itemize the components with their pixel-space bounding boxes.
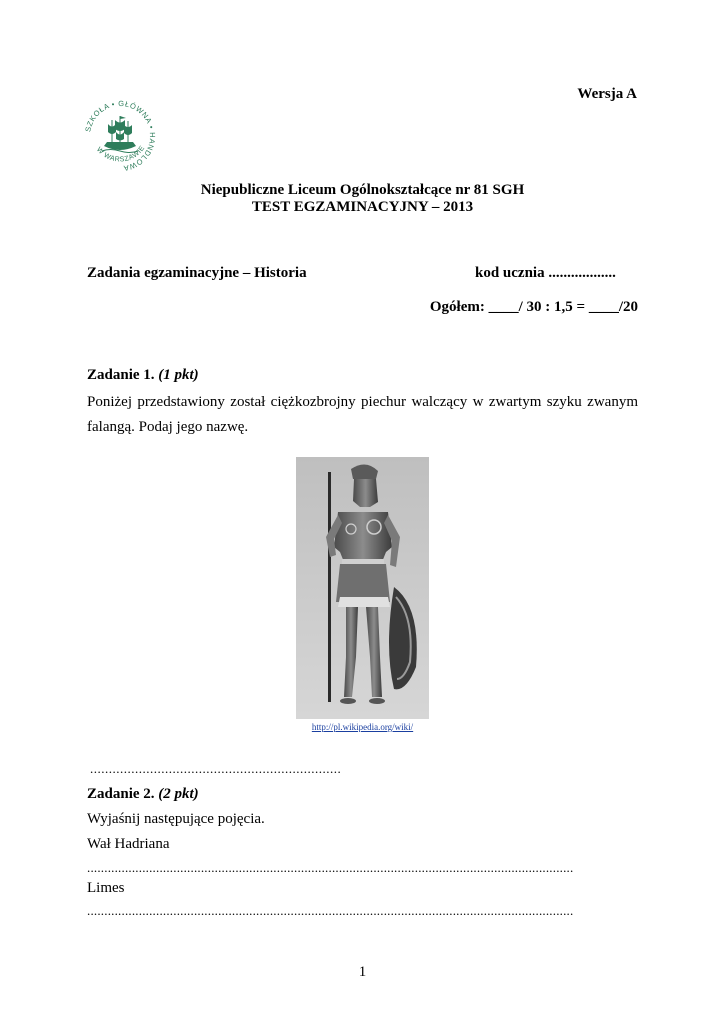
svg-text:W WARSZAWIE: W WARSZAWIE (94, 144, 147, 164)
ship-seal-icon (80, 96, 160, 176)
task1-points: (1 pkt) (158, 367, 199, 383)
school-name: Niepubliczne Liceum Ogólnokształcące nr 81 SGH (200, 182, 525, 198)
task2-term-2: Limes (87, 880, 125, 896)
total-score-line: Ogółem: ____/ 30 : 1,5 = ____/20 (429, 299, 638, 315)
task1-answer-line[interactable]: ................................................................... (90, 761, 342, 776)
task2-term-1: Wał Hadriana (87, 836, 170, 852)
subject-label: Zadania egzaminacyjne – Historia (87, 265, 307, 281)
task1-text: Poniżej przedstawiony został ciężkozbrojny piechur walczący w zwartym szyku zwanym falangą. Podaj jego nazwę. (87, 394, 638, 435)
hoplite-statue-image (296, 457, 429, 719)
document-header (0, 182, 725, 216)
task1-heading (87, 367, 199, 384)
student-code-field: kod ucznia .................. (475, 265, 616, 281)
task2-answer-line-2[interactable]: ............................................................................................................................................. (87, 903, 574, 918)
task2-instruction: Wyjaśnij następujące pojęcia. (87, 811, 265, 827)
test-title: TEST EGZAMINACYJNY – 2013 (251, 199, 474, 215)
image-source-link[interactable]: http://pl.wikipedia.org/wiki/ (311, 722, 414, 732)
page-number: 1 (358, 964, 367, 980)
version-label: Wersja A (577, 86, 637, 102)
task2-answer-line-1[interactable]: ............................................................................................................................................. (87, 860, 574, 875)
task2-heading (87, 786, 199, 803)
task1-title: Zadanie 1. (87, 367, 155, 383)
school-logo (80, 96, 160, 176)
task2-points: (2 pkt) (158, 786, 199, 802)
task2-title: Zadanie 2. (87, 786, 155, 802)
svg-text:SZKOŁA • GŁÓWNA • HANDLOWA: SZKOŁA • GŁÓWNA • HANDLOWA (83, 98, 158, 173)
